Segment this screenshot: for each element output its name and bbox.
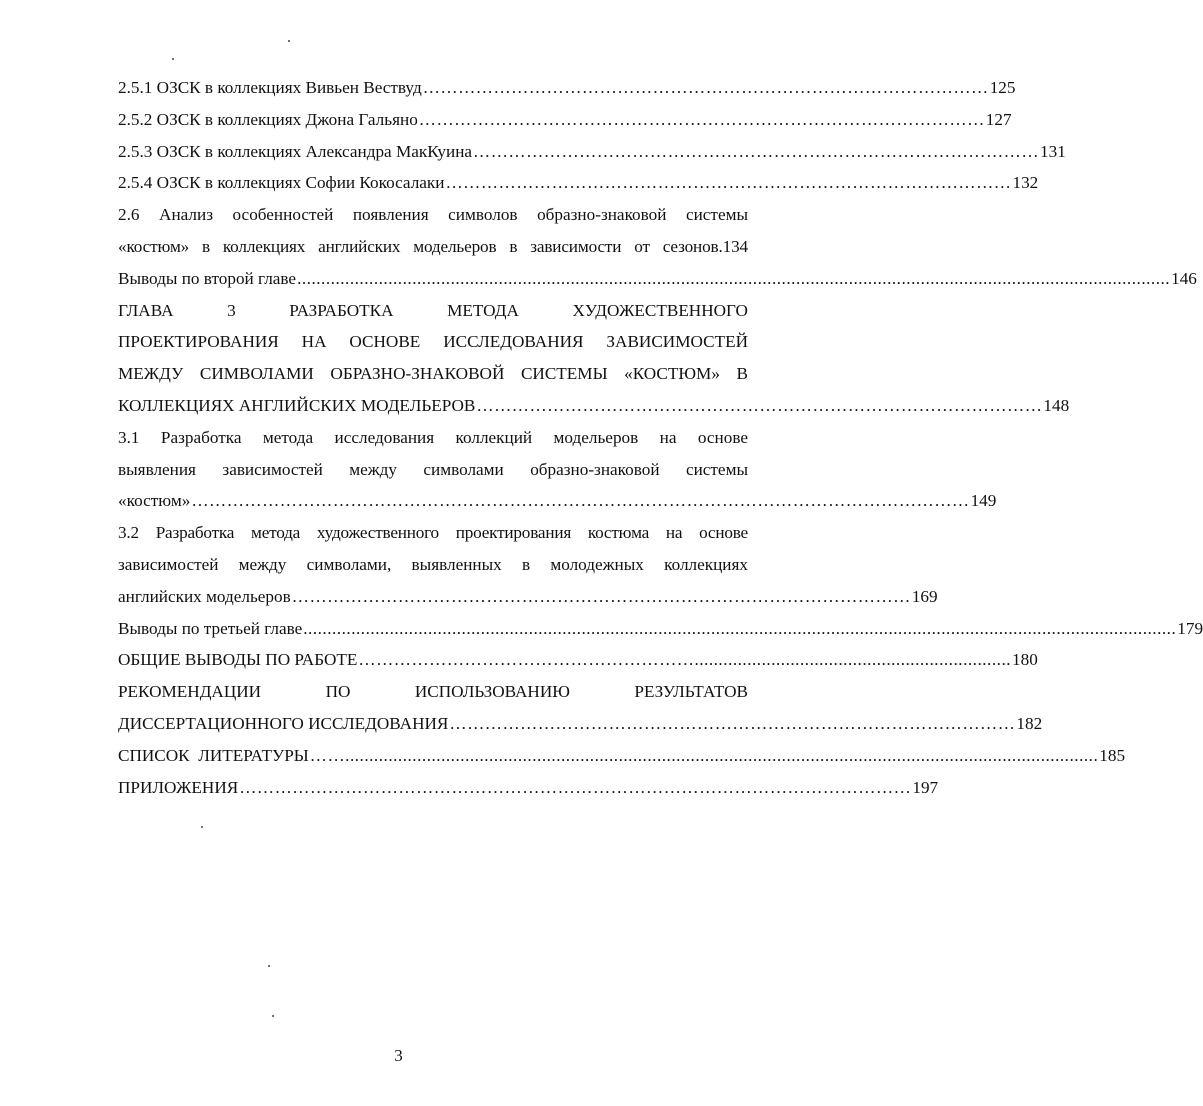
toc-entry-page: 197 (912, 777, 939, 797)
table-of-contents (118, 72, 1203, 803)
toc-entry-2-6-line1: 2.6 Анализ особенностей появления символов образно-знаковой системы (118, 205, 748, 225)
toc-entry-3-1-line3 (118, 485, 997, 517)
toc-entry-title: СПИСОК ЛИТЕРАТУРЫ (118, 745, 309, 765)
toc-entry-3-1-line1: 3.1 Разработка метода исследования коллекций модельеров на основе (118, 427, 748, 447)
leader-dots: …………………………………………………………………………………………………………………… (191, 491, 970, 511)
toc-entry-title: ПРИЛОЖЕНИЯ (118, 777, 239, 797)
toc-entry-bibliography (118, 740, 1126, 772)
toc-entry-page: 149 (970, 491, 997, 511)
toc-entry-title: 2.5.4 ОЗСК в коллекциях Софии Кокосалаки (118, 173, 445, 193)
toc-entry-chapter3-line4 (118, 390, 1070, 422)
toc-entry-recommendations-line2 (118, 708, 1043, 740)
scan-speck (201, 826, 203, 828)
toc-entry-page: 146 (1171, 268, 1197, 288)
leader-dots: …………………………………………………………………………………… (422, 78, 989, 97)
toc-entry-2-6-line2: «костюм» в коллекциях английских модельеров в зависимости от сезонов.134 (118, 236, 748, 256)
leader-dots: …………………………………………………………………………………… (449, 713, 1016, 733)
toc-entry-general-conclusions (118, 644, 1038, 676)
toc-entry-title: 2.5.3 ОЗСК в коллекциях Александра МакКуина (118, 141, 473, 161)
leader-dots: …………………………………………………………………………………… (445, 173, 1012, 193)
toc-entry-3-2-line1: 3.2 Разработка метода художественного проектирования костюма на основе (118, 523, 748, 543)
toc-entry-2-5-1 (118, 72, 1016, 104)
toc-entry-title: ОБЩИЕ ВЫВОДЫ ПО РАБОТЕ (118, 650, 358, 670)
toc-entry-page: 125 (989, 78, 1016, 97)
toc-entry-chapter3-line3: МЕЖДУ СИМВОЛАМИ ОБРАЗНО-ЗНАКОВОЙ СИСТЕМЫ «КОСТЮМ» В (118, 364, 748, 384)
scan-speck (288, 40, 290, 42)
heading-word: ПО (325, 682, 351, 702)
toc-entry-page: 182 (1016, 713, 1043, 733)
leader-dots: …………………………………………………………………………………… (476, 395, 1043, 415)
toc-entry-title: «костюм» (118, 491, 191, 511)
leader-dots: …………………………………………………………………………………………………… (239, 777, 912, 797)
toc-entry-page: 148 (1043, 395, 1070, 415)
page-number: 3 (394, 1046, 403, 1065)
heading-word: МЕТОДА (447, 300, 519, 320)
heading-word: ГЛАВА (118, 300, 174, 320)
toc-entry-title: Выводы по второй главе (118, 268, 297, 288)
toc-entry-title: КОЛЛЕКЦИЯХ АНГЛИЙСКИХ МОДЕЛЬЕРОВ (118, 395, 476, 415)
leader-dots: ...................................................................................................................................................................................... (303, 618, 1177, 638)
leader-dots: ………………………………………………….................................................................. (358, 650, 1012, 670)
heading-word: ХУДОЖЕСТВЕННОГО (572, 300, 748, 320)
toc-entry-title: английских модельеров (118, 586, 291, 606)
toc-entry-page: 185 (1099, 745, 1126, 765)
toc-entry-page: 127 (985, 109, 1012, 129)
toc-entry-page: 169 (911, 586, 938, 606)
toc-entry-3-2-line3 (118, 581, 938, 613)
heading-word: 3 (227, 300, 236, 320)
leader-dots: …………………………………………………………………………………………… (291, 586, 911, 606)
scan-speck (172, 58, 174, 60)
toc-entry-appendices (118, 772, 939, 804)
heading-word: РЕЗУЛЬТАТОВ (634, 682, 748, 702)
toc-entry-2-5-2 (118, 104, 1012, 136)
heading-word: РАЗРАБОТКА (289, 300, 394, 320)
heading-word: РЕКОМЕНДАЦИИ (118, 682, 262, 702)
scan-speck (268, 965, 270, 967)
leader-dots: …………………………………………………………………………………… (473, 141, 1040, 161)
toc-entry-page: 180 (1012, 650, 1038, 670)
leader-dots: …………………………………………………………………………………… (418, 109, 985, 129)
toc-entry-recommendations-line1 (118, 676, 748, 708)
toc-entry-title: Выводы по третьей главе (118, 618, 303, 638)
toc-entry-page: 179 (1177, 618, 1203, 638)
toc-entry-3-1-line2: выявления зависимостей между символами образно-знаковой системы (118, 459, 748, 479)
toc-entry-2-5-3 (118, 136, 1066, 168)
toc-entry-2-5-4 (118, 167, 1039, 199)
toc-entry-page: 132 (1012, 173, 1039, 193)
leader-dots: ……............................................................................................................................................................. (309, 745, 1099, 765)
toc-entry-title: 2.5.1 ОЗСК в коллекциях Вивьен Вествуд (118, 78, 422, 97)
toc-entry-title: 2.5.2 ОЗСК в коллекциях Джона Гальяно (118, 109, 418, 129)
toc-entry-chapter2-conclusions (118, 263, 1197, 295)
toc-entry-title: ДИССЕРТАЦИОННОГО ИССЛЕДОВАНИЯ (118, 713, 449, 733)
heading-word: ИСПОЛЬЗОВАНИЮ (414, 682, 570, 702)
toc-entry-page: 131 (1040, 141, 1066, 161)
toc-entry-chapter3-line2: ПРОЕКТИРОВАНИЯ НА ОСНОВЕ ИССЛЕДОВАНИЯ ЗАВИСИМОСТЕЙ (118, 332, 748, 352)
leader-dots: ...................................................................................................................................................................................... (297, 268, 1171, 288)
toc-entry-3-2-line2: зависимостей между символами, выявленных в молодежных коллекциях (118, 554, 748, 574)
toc-entry-chapter3-line1 (118, 295, 748, 327)
scan-speck (272, 1015, 274, 1017)
toc-entry-chapter3-conclusions (118, 613, 1203, 645)
